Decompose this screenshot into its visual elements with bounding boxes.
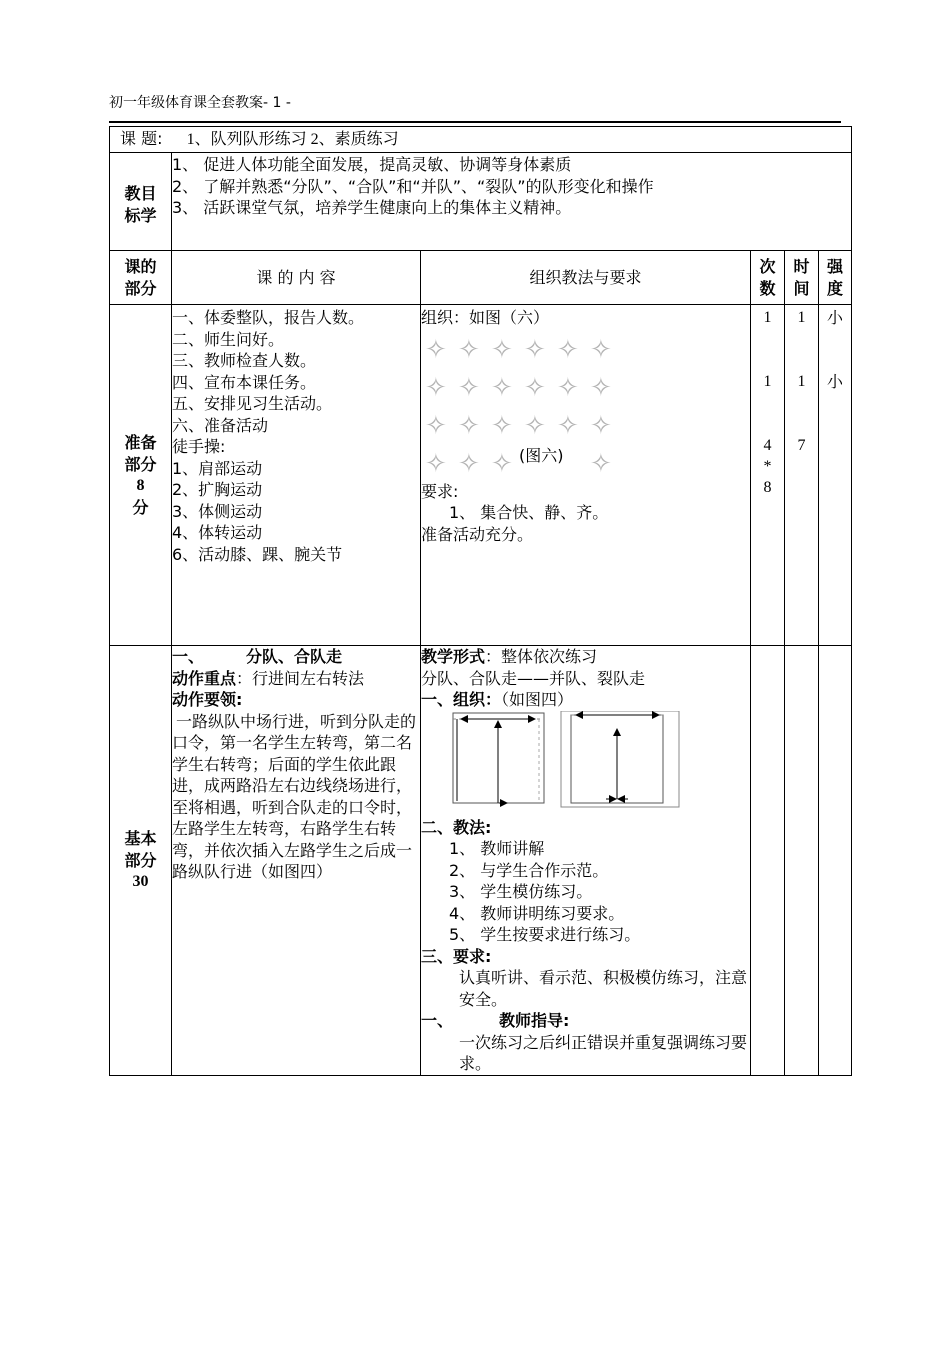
formation-star-icon: ✧ [590,372,612,403]
col-count: 次 数 [751,251,785,305]
basic-times [785,646,819,1076]
basic-label: 基本 部分 30 [110,646,172,1076]
basic-intensity [819,646,852,1076]
org-line: 一、组织：（如图四） [421,690,574,709]
diagram-panel-right [561,711,679,807]
topic-label: 课 题: [120,129,163,148]
march-diagram-svg [421,711,721,815]
prep-line: 徒手操: [172,437,226,456]
essentials-text: 一路纵队中场行进，听到分队走的口令，第一名学生左转弯，第二名学生右转弯；后面的学生依此跟进，成两路沿左右边线绕场进行，至将相遇，听到合队走的口令时，左路学生左转弯，右路学生右转弯，并依次插入左路学生之后成一路纵队行进（如图四） [172,711,417,881]
formation-star-icon: ✧ [458,448,480,479]
prep-line: 三、教师检查人数。 [172,351,317,370]
formation-star-icon: ✧ [425,448,447,479]
col-content: 课 的 内 容 [172,251,421,305]
col-intensity: 强 度 [819,251,852,305]
document-header: 初一年级体育课全套教案- 1 - [109,95,291,111]
formation-star-icon: ✧ [425,334,447,365]
col-part: 课的 部分 [110,251,172,305]
header-rule [109,121,841,123]
guide-label: 一、 教师指导: [421,1011,570,1030]
goals-list [172,153,852,251]
goals-label: 教目 标学 [110,153,172,251]
formation-star-icon: ✧ [458,334,480,365]
topic-value: 1、队列队形练习 2、素质练习 [186,131,399,148]
formation-star-icon: ✧ [491,334,513,365]
teach-item: 3、 学生模仿练习。 [449,882,593,901]
prep-method [421,305,751,646]
formation-star-icon: ✧ [557,410,579,441]
req-label: 三、要求: [421,946,492,966]
formation-star-icon: ✧ [557,372,579,403]
key-point: 动作重点：行进间左右转法 [172,668,365,688]
formation-star-icon: ✧ [524,372,546,403]
prep-req-note: 准备活动充分。 [421,524,534,544]
teaching-form: 教学形式：整体依次练习 [421,647,598,666]
formation-star-icon: ✧ [458,410,480,441]
prep-line: 2、扩胸运动 [172,480,263,499]
prep-line: 4、体转运动 [172,523,263,542]
formation-star-icon: ✧ [524,410,546,441]
teach-item: 5、 学生按要求进行练习。 [449,925,641,944]
basic-counts [751,646,785,1076]
basic-content [172,646,421,1076]
essentials-label: 动作要领: [172,690,243,709]
lesson-plan-table [109,126,852,1076]
goal-item: 1、 促进人体功能全面发展，提高灵敏、协调等身体素质 [172,155,572,174]
formation-star-icon: ✧ [425,410,447,441]
formation-star-icon: ✧ [425,372,447,403]
prep-line: 一、体委整队，报告人数。 [172,308,365,327]
formation-star-icon: ✧ [590,448,612,479]
teach-label: 二、教法: [421,817,492,837]
prep-line: 3、体侧运动 [172,501,263,521]
guide-text: 一次练习之后纠正错误并重复强调练习要求。 [459,1032,748,1073]
figure-label: (图六) [519,445,564,465]
formation-star-icon: ✧ [491,448,513,479]
formation-star-icon: ✧ [491,410,513,441]
prep-counts: 1 1 4 * 8 [751,305,785,646]
prep-content [172,305,421,646]
formation-star-icon: ✧ [458,372,480,403]
formation-star-icon: ✧ [491,372,513,403]
goal-item: 3、 活跃课堂气氛，培养学生健康向上的集体主义精神。 [172,198,572,217]
prep-line: 五、安排见习生活动。 [172,394,333,413]
teach-item: 1、 教师讲解 [449,839,545,858]
teach-item: 4、 教师讲明练习要求。 [449,903,625,923]
topic-row [110,127,852,153]
prep-line: 1、肩部运动 [172,458,263,478]
march-diagram [421,711,750,817]
prep-label: 准备 部分 8 分 [110,305,172,646]
goal-item: 2、 了解并熟悉“分队”、“合队”和“并队”、“裂队”的队形变化和操作 [172,176,654,196]
prep-req-title: 要求: [421,481,459,501]
prep-line: 四、宣布本课任务。 [172,372,317,392]
sub-line: 分队、合队走——并队、裂队走 [421,668,646,688]
prep-line: 六、准备活动 [172,415,269,435]
prep-intensity: 小 小 [819,305,852,646]
prep-times: 1 1 7 [785,305,819,646]
prep-req-item: 1、 集合快、静、齐。 [449,503,609,522]
prep-line: 二、师生问好。 [172,329,285,349]
basic-title: 一、 分队、合队走 [172,647,343,666]
basic-method [421,646,751,1076]
prep-line: 6、活动膝、踝、腕关节 [172,544,343,564]
req-text: 认真听讲、看示范、积极模仿练习，注意安全。 [459,968,748,1009]
teach-item: 2、 与学生合作示范。 [449,860,609,880]
formation-figure [421,329,750,481]
prep-org-title: 组织：如图（六） [421,308,550,327]
formation-star-icon: ✧ [524,334,546,365]
formation-star-icon: ✧ [590,334,612,365]
formation-star-icon: ✧ [590,410,612,441]
formation-star-icon: ✧ [557,334,579,365]
col-method: 组织教法与要求 [421,251,751,305]
col-time: 时 间 [785,251,819,305]
